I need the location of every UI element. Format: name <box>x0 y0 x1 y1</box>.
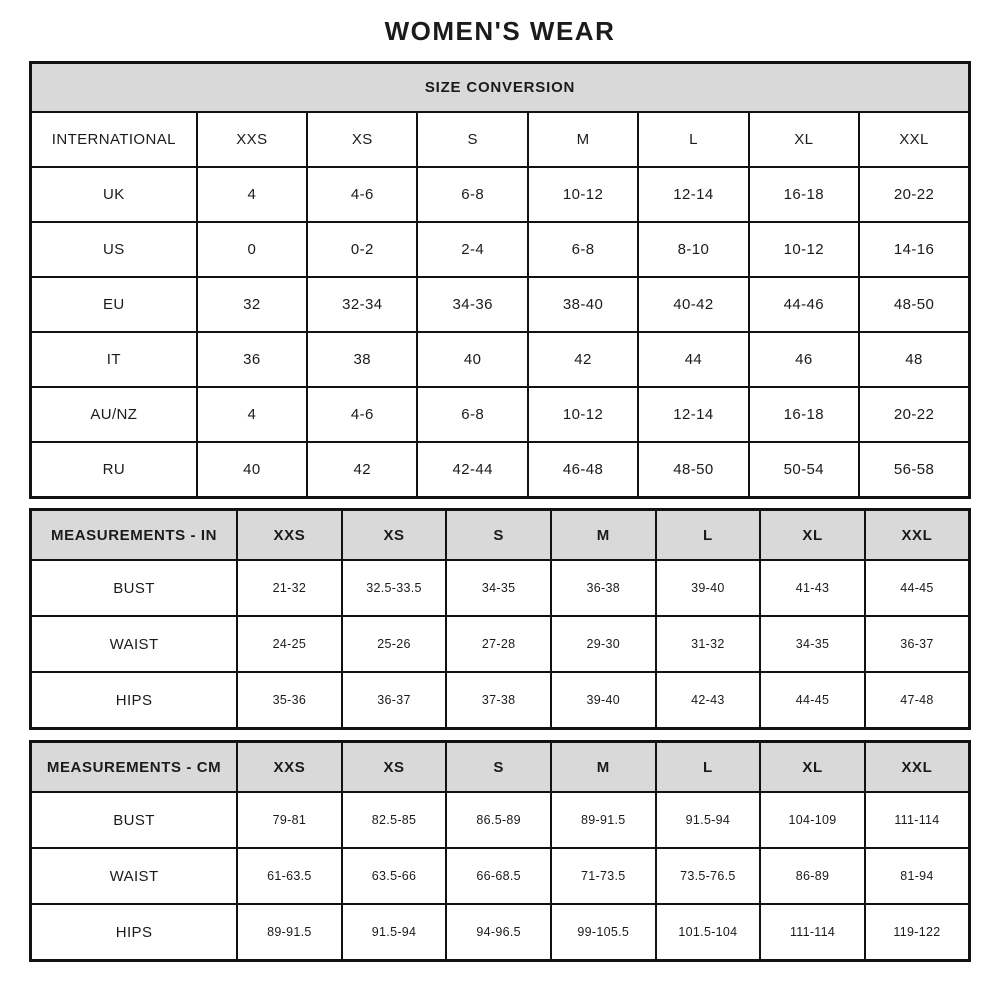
measurements-cm-header: MEASUREMENTS - CM <box>31 742 238 793</box>
table-cell: 89-91.5 <box>551 792 656 848</box>
table-cell: 6-8 <box>417 387 527 442</box>
table-row-waist-in <box>31 616 970 672</box>
table-cell: 46-48 <box>528 442 638 498</box>
page-title: WOMEN'S WEAR <box>384 16 616 46</box>
column-header-xs: XS <box>307 112 417 167</box>
table-row-aunz <box>31 387 970 442</box>
table-cell: 44 <box>638 332 748 387</box>
table-cell: 34-36 <box>417 277 527 332</box>
column-header-l: L <box>638 112 748 167</box>
table-cell: 24-25 <box>237 616 342 672</box>
table-cell: 10-12 <box>528 387 638 442</box>
measurements-cm-header-row <box>31 742 970 793</box>
column-header-xl: XL <box>749 112 859 167</box>
column-header-m: M <box>551 742 656 793</box>
table-cell: 34-35 <box>446 560 551 616</box>
table-cell: 71-73.5 <box>551 848 656 904</box>
table-cell: 36-38 <box>551 560 656 616</box>
table-row-it <box>31 332 970 387</box>
table-cell: 42 <box>528 332 638 387</box>
table-row-bust-cm <box>31 792 970 848</box>
table-cell: 40-42 <box>638 277 748 332</box>
row-label: BUST <box>31 560 238 616</box>
table-cell: 10-12 <box>528 167 638 222</box>
table-cell: 6-8 <box>417 167 527 222</box>
table-cell: 47-48 <box>865 672 970 729</box>
table-cell: 73.5-76.5 <box>656 848 761 904</box>
measurements-cm-table <box>29 740 971 962</box>
table-cell: 20-22 <box>859 387 969 442</box>
table-cell: 44-46 <box>749 277 859 332</box>
column-header-xxl: XXL <box>859 112 969 167</box>
table-cell: 20-22 <box>859 167 969 222</box>
column-header-m: M <box>551 510 656 561</box>
row-label: WAIST <box>31 848 238 904</box>
table-cell: 36-37 <box>865 616 970 672</box>
table-cell: 50-54 <box>749 442 859 498</box>
table-cell: 41-43 <box>760 560 865 616</box>
table-cell: 111-114 <box>865 792 970 848</box>
row-label: RU <box>31 442 197 498</box>
table-cell: 66-68.5 <box>446 848 551 904</box>
table-cell: 40 <box>417 332 527 387</box>
table-cell: 12-14 <box>638 387 748 442</box>
table-cell: 32-34 <box>307 277 417 332</box>
row-label: HIPS <box>31 672 238 729</box>
measurements-in-table <box>29 508 971 730</box>
table-cell: 79-81 <box>237 792 342 848</box>
measurements-in-header-row <box>31 510 970 561</box>
table-cell: 37-38 <box>446 672 551 729</box>
table-cell: 101.5-104 <box>656 904 761 961</box>
table-cell: 91.5-94 <box>656 792 761 848</box>
table-cell: 104-109 <box>760 792 865 848</box>
table-cell: 91.5-94 <box>342 904 447 961</box>
row-label: WAIST <box>31 616 238 672</box>
table-cell: 0 <box>197 222 307 277</box>
table-cell: 86-89 <box>760 848 865 904</box>
size-conversion-header: SIZE CONVERSION <box>31 63 970 113</box>
table-cell: 42 <box>307 442 417 498</box>
size-conversion-column-row <box>31 112 970 167</box>
table-cell: 16-18 <box>749 167 859 222</box>
table-cell: 34-35 <box>760 616 865 672</box>
table-cell: 35-36 <box>237 672 342 729</box>
column-header-l: L <box>656 742 761 793</box>
table-cell: 4-6 <box>307 387 417 442</box>
table-cell: 2-4 <box>417 222 527 277</box>
table-cell: 38-40 <box>528 277 638 332</box>
table-cell: 32 <box>197 277 307 332</box>
table-cell: 61-63.5 <box>237 848 342 904</box>
row-label: AU/NZ <box>31 387 197 442</box>
column-header-m: M <box>528 112 638 167</box>
table-cell: 10-12 <box>749 222 859 277</box>
table-cell: 6-8 <box>528 222 638 277</box>
column-header-s: S <box>417 112 527 167</box>
table-cell: 12-14 <box>638 167 748 222</box>
table-cell: 82.5-85 <box>342 792 447 848</box>
row-label: HIPS <box>31 904 238 961</box>
table-cell: 40 <box>197 442 307 498</box>
column-header-l: L <box>656 510 761 561</box>
table-row-uk <box>31 167 970 222</box>
row-label: BUST <box>31 792 238 848</box>
column-header-xxs: XXS <box>237 742 342 793</box>
table-cell: 39-40 <box>656 560 761 616</box>
table-cell: 86.5-89 <box>446 792 551 848</box>
table-row-bust-in <box>31 560 970 616</box>
table-cell: 29-30 <box>551 616 656 672</box>
table-cell: 44-45 <box>760 672 865 729</box>
table-cell: 8-10 <box>638 222 748 277</box>
table-cell: 32.5-33.5 <box>342 560 447 616</box>
column-header-xl: XL <box>760 510 865 561</box>
column-header-xl: XL <box>760 742 865 793</box>
column-header-s: S <box>446 510 551 561</box>
table-cell: 99-105.5 <box>551 904 656 961</box>
table-cell: 81-94 <box>865 848 970 904</box>
row-label: EU <box>31 277 197 332</box>
size-conversion-table <box>29 61 971 499</box>
table-cell: 89-91.5 <box>237 904 342 961</box>
row-label: UK <box>31 167 197 222</box>
column-header-xs: XS <box>342 742 447 793</box>
table-cell: 44-45 <box>865 560 970 616</box>
table-cell: 48 <box>859 332 969 387</box>
column-header-xs: XS <box>342 510 447 561</box>
table-cell: 48-50 <box>638 442 748 498</box>
table-cell: 4 <box>197 167 307 222</box>
column-header-xxl: XXL <box>865 510 970 561</box>
table-cell: 119-122 <box>865 904 970 961</box>
size-chart-page <box>29 0 971 962</box>
table-cell: 38 <box>307 332 417 387</box>
table-row-hips-cm <box>31 904 970 961</box>
table-cell: 46 <box>749 332 859 387</box>
table-cell: 27-28 <box>446 616 551 672</box>
row-label: IT <box>31 332 197 387</box>
table-row-ru <box>31 442 970 498</box>
table-cell: 25-26 <box>342 616 447 672</box>
column-header-s: S <box>446 742 551 793</box>
table-cell: 0-2 <box>307 222 417 277</box>
table-row-us <box>31 222 970 277</box>
table-cell: 21-32 <box>237 560 342 616</box>
table-row-waist-cm <box>31 848 970 904</box>
table-cell: 63.5-66 <box>342 848 447 904</box>
table-cell: 42-43 <box>656 672 761 729</box>
table-cell: 16-18 <box>749 387 859 442</box>
table-cell: 14-16 <box>859 222 969 277</box>
table-cell: 111-114 <box>760 904 865 961</box>
table-cell: 31-32 <box>656 616 761 672</box>
size-conversion-title-row <box>31 63 970 113</box>
column-header-xxl: XXL <box>865 742 970 793</box>
table-cell: 36-37 <box>342 672 447 729</box>
table-cell: 48-50 <box>859 277 969 332</box>
table-row-hips-in <box>31 672 970 729</box>
column-header-xxs: XXS <box>237 510 342 561</box>
table-cell: 4-6 <box>307 167 417 222</box>
table-cell: 36 <box>197 332 307 387</box>
measurements-in-header: MEASUREMENTS - IN <box>31 510 238 561</box>
table-cell: 56-58 <box>859 442 969 498</box>
column-header-international: INTERNATIONAL <box>31 112 197 167</box>
table-row-eu <box>31 277 970 332</box>
column-header-xxs: XXS <box>197 112 307 167</box>
table-cell: 39-40 <box>551 672 656 729</box>
table-cell: 94-96.5 <box>446 904 551 961</box>
table-cell: 4 <box>197 387 307 442</box>
table-cell: 42-44 <box>417 442 527 498</box>
row-label: US <box>31 222 197 277</box>
